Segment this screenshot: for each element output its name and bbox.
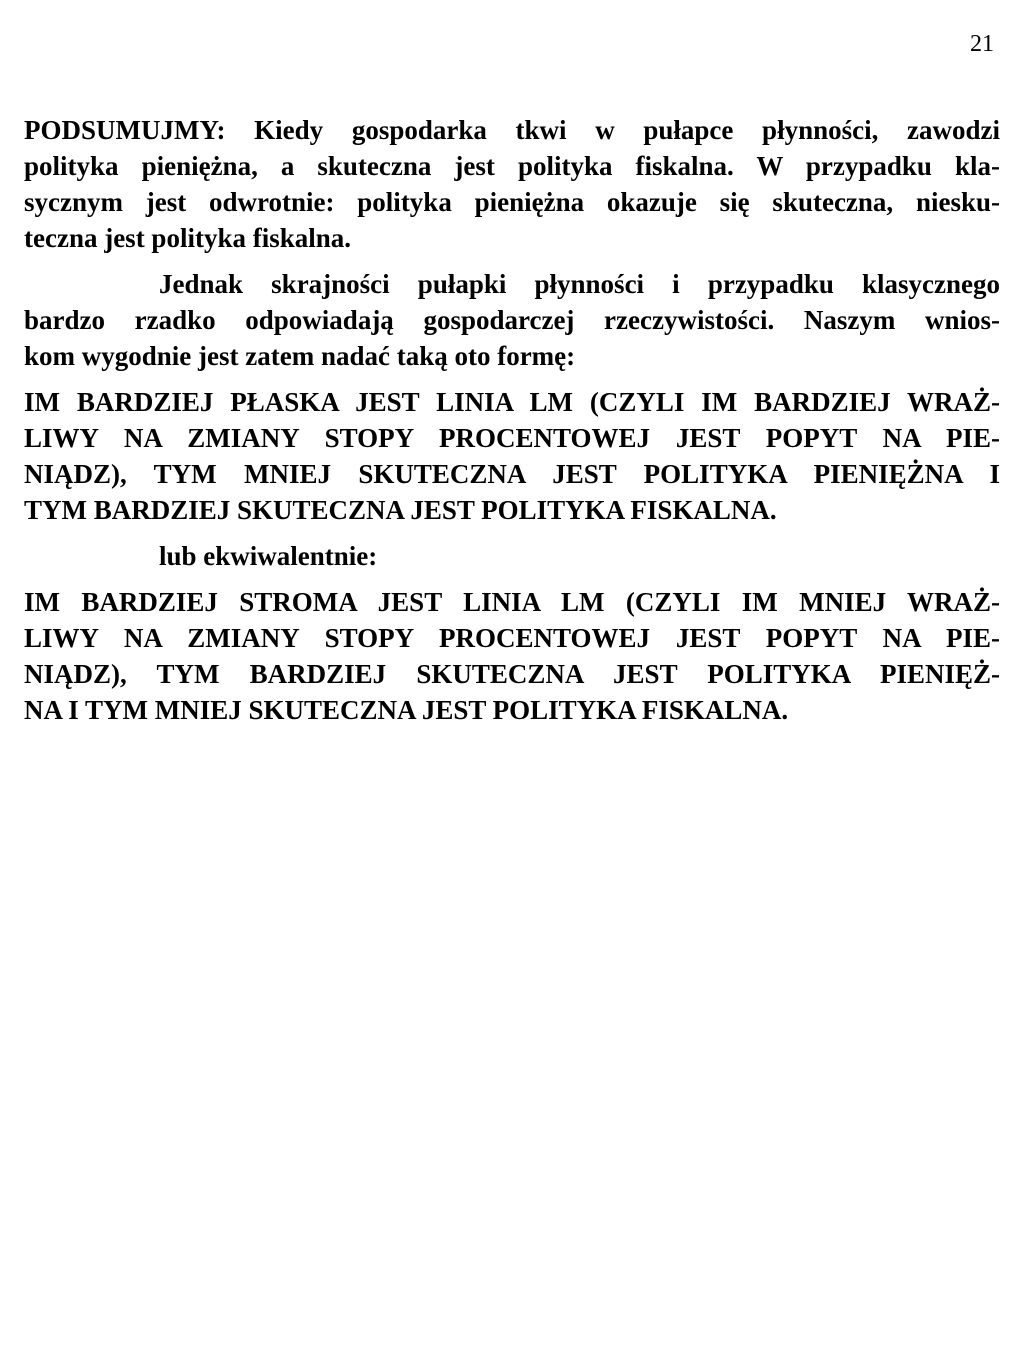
- steep-lm-conclusion: [24, 584, 1000, 728]
- text-line: lub ekwiwalentnie:: [159, 541, 378, 571]
- page-number: 21: [970, 31, 994, 57]
- summary-paragraph: [24, 112, 1000, 256]
- document-body: [24, 112, 1000, 738]
- text-line: NA I TYM MNIEJ SKUTECZNA JEST POLITYKA FISKALNA.: [24, 695, 789, 725]
- text-line: sycznym jest odwrotnie: polityka pieniężna okazuje się skuteczna, niesku-: [24, 187, 1000, 217]
- flat-lm-conclusion: [24, 384, 1000, 528]
- text-line: LIWY NA ZMIANY STOPY PROCENTOWEJ JEST POPYT NA PIE-: [24, 623, 1000, 653]
- text-line: teczna jest polityka fiskalna.: [24, 223, 351, 253]
- text-line: NIĄDZ), TYM MNIEJ SKUTECZNA JEST POLITYKA PIENIĘŻNA I: [24, 459, 1000, 489]
- text-line: Jednak skrajności pułapki płynności i przypadku klasycznego: [159, 269, 1000, 299]
- text-line: IM BARDZIEJ STROMA JEST LINIA LM (CZYLI IM MNIEJ WRAŻ-: [24, 587, 1000, 617]
- text-line: bardzo rzadko odpowiadają gospodarczej rzeczywistości. Naszym wnios-: [24, 305, 1000, 335]
- text-line: TYM BARDZIEJ SKUTECZNA JEST POLITYKA FISKALNA.: [24, 495, 777, 525]
- text-line: IM BARDZIEJ PŁASKA JEST LINIA LM (CZYLI IM BARDZIEJ WRAŻ-: [24, 387, 1000, 417]
- text-line: NIĄDZ), TYM BARDZIEJ SKUTECZNA JEST POLITYKA PIENIĘŻ-: [24, 659, 1000, 689]
- text-line: kom wygodnie jest zatem nadać taką oto formę:: [24, 341, 576, 371]
- text-line: PODSUMUJMY: Kiedy gospodarka tkwi w pułapce płynności, zawodzi: [24, 115, 1000, 145]
- extremes-paragraph: [24, 266, 1000, 374]
- equivalently-paragraph: [24, 538, 1000, 574]
- text-line: LIWY NA ZMIANY STOPY PROCENTOWEJ JEST POPYT NA PIE-: [24, 423, 1000, 453]
- text-line: polityka pieniężna, a skuteczna jest polityka fiskalna. W przypadku kla-: [24, 151, 1000, 181]
